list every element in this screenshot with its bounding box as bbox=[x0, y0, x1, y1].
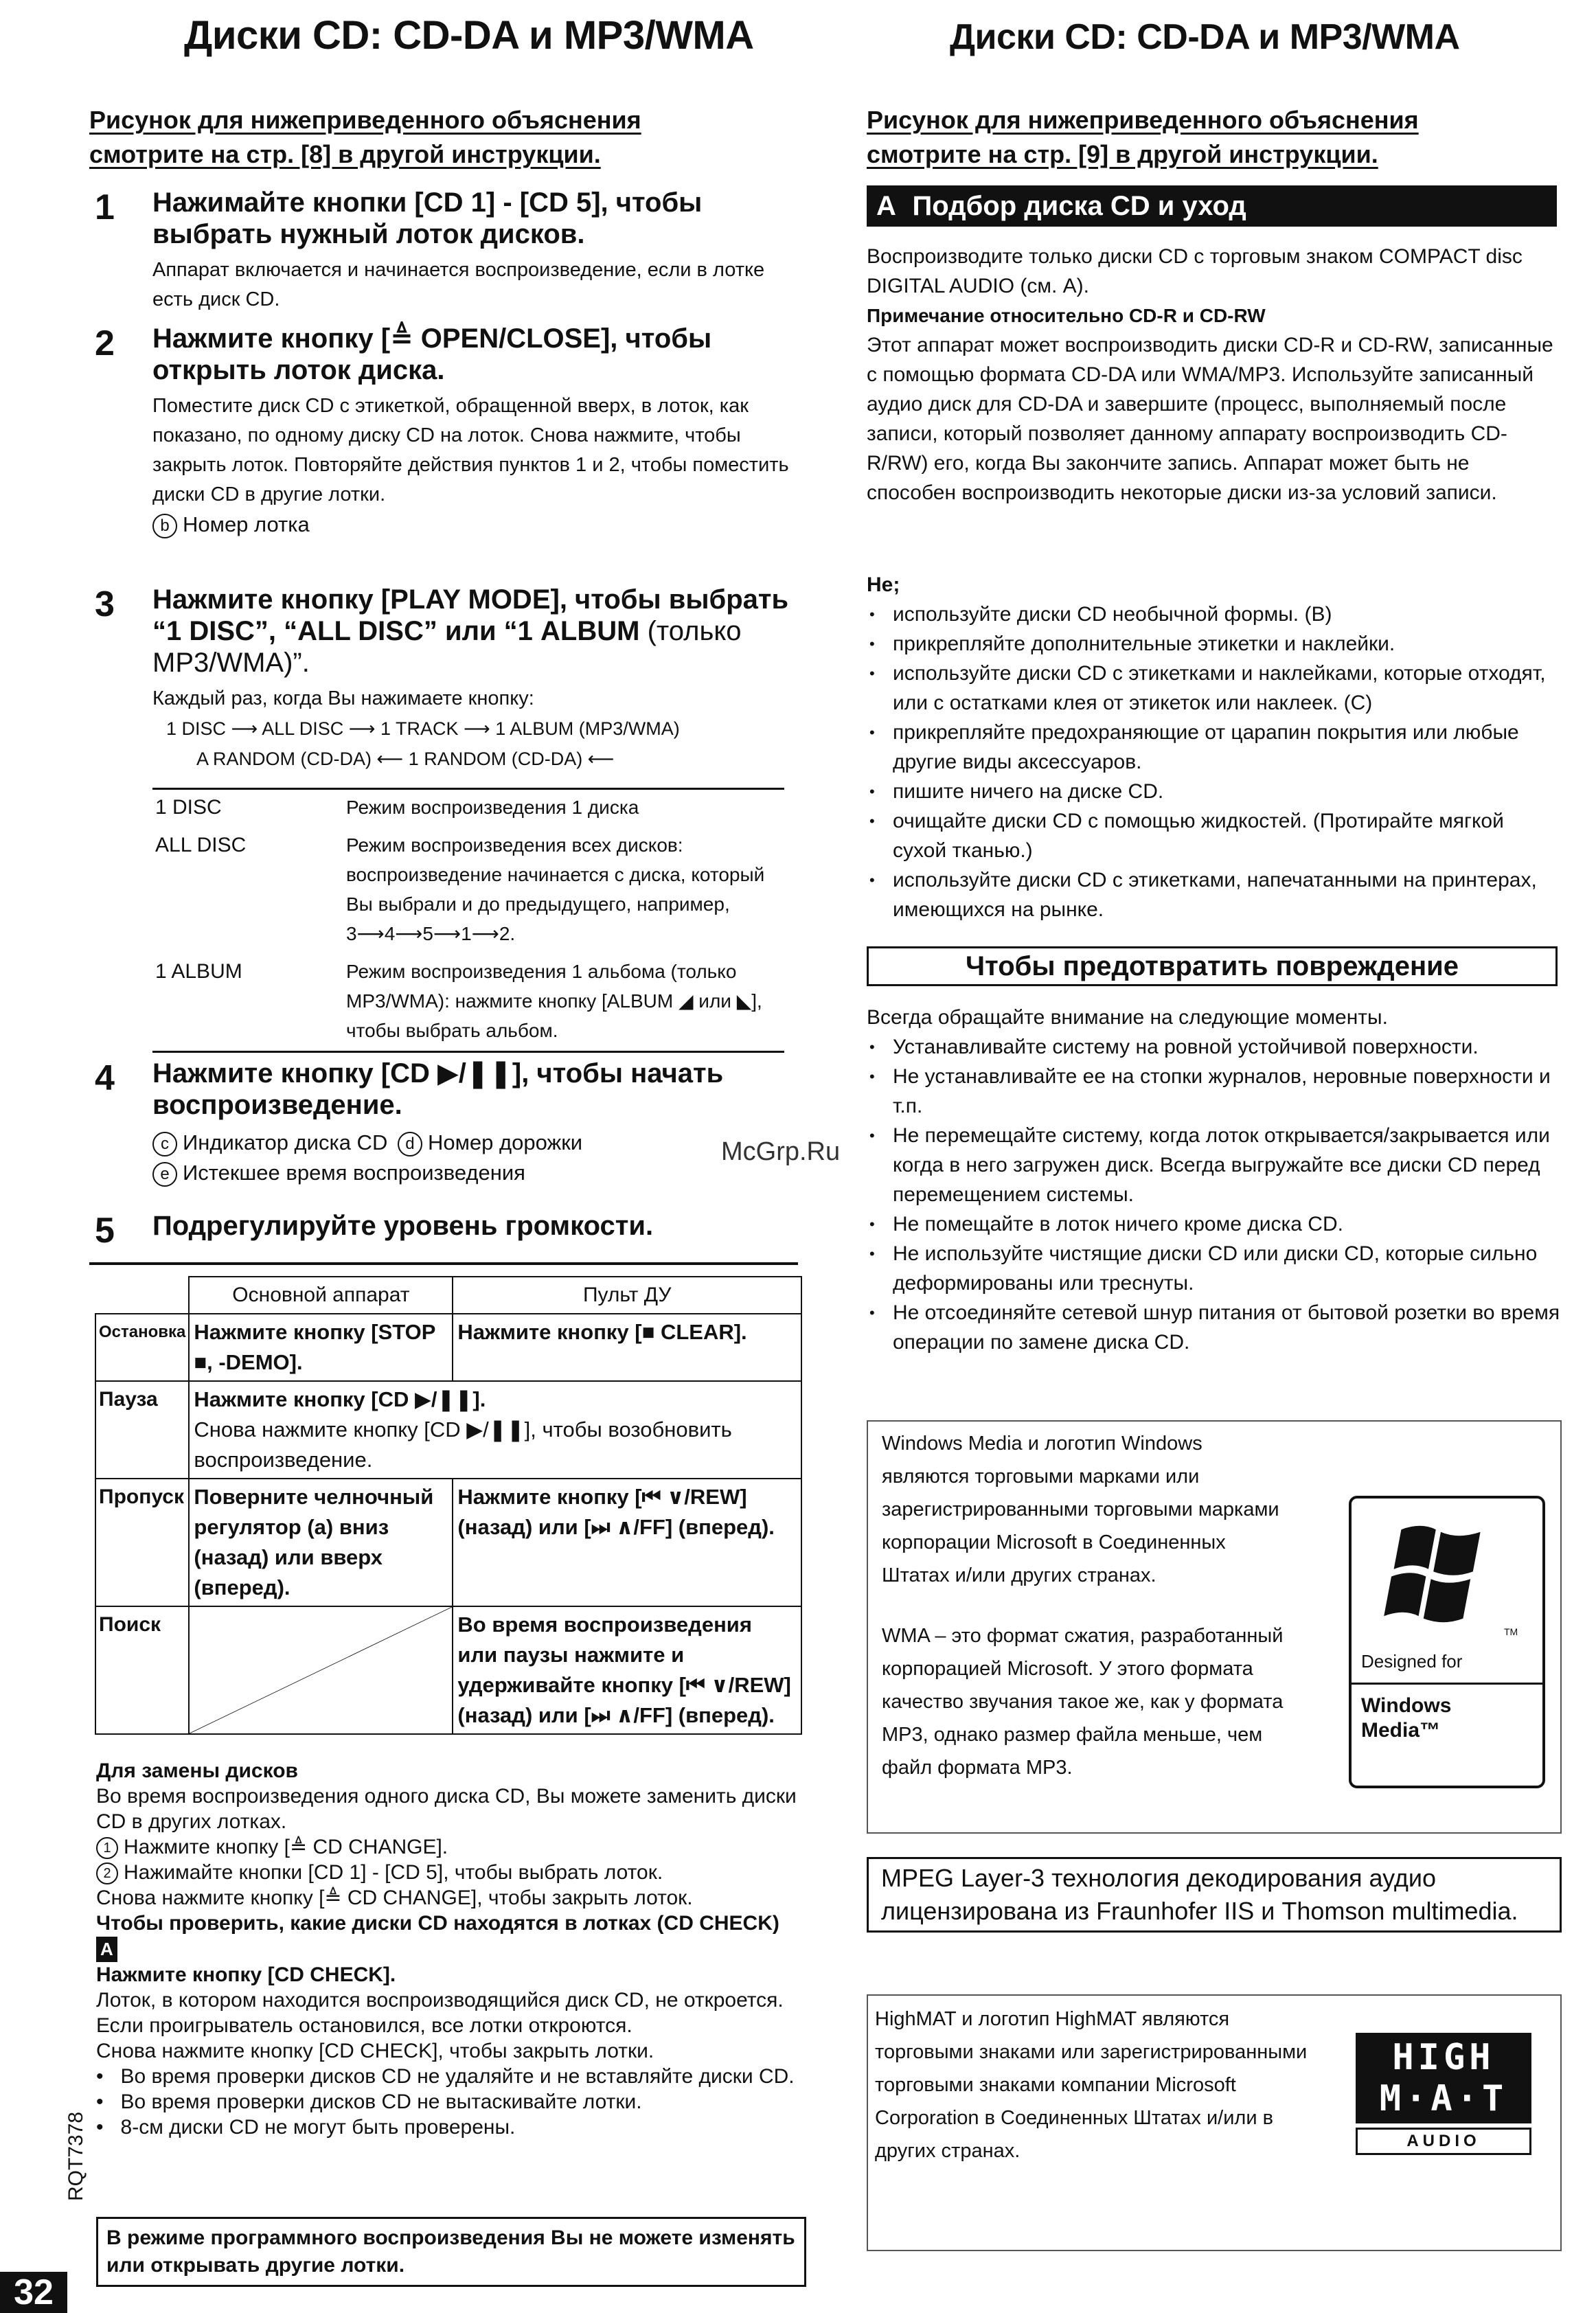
right-page-title: Диски CD: CD-DA и MP3/WMA bbox=[950, 17, 1460, 57]
table-row: 1 DISC Режим воспроизведения 1 диска bbox=[152, 789, 784, 828]
empty-cell bbox=[189, 1606, 453, 1734]
step-description: Поместите диск CD с этикеткой, обращенной вверх, в лоток, как показано, по одному диску CD на лоток. Снова нажмите, чтобы закрыть лоток. Повторяйте действия пунктов 1 и 2, чтобы поместить диски CD в другие лотки. bbox=[152, 395, 789, 505]
step-4 bbox=[89, 1058, 803, 1188]
step-description: Аппарат включается и начинается воспроизведение, если в лотке есть диск CD. bbox=[152, 259, 765, 310]
left-reference-note: Рисунок для нижеприведенного объяснения смотрите на стр. [8] в другой инструкции. bbox=[89, 106, 641, 168]
list-item: • используйте диски CD необычной формы. (B) bbox=[867, 600, 1560, 629]
table-row: Пауза Нажмите кнопку [CD ▶/❚❚]. Снова нажмите кнопку [CD ▶/❚❚], чтобы возобновить воспроизведение. bbox=[95, 1381, 801, 1479]
disc-selection-text: Воспроизводите только диски CD с торговым знаком COMPACT disc DIGITAL AUDIO (см. A). Примечание относительно CD-R и CD-RW Этот аппарат может воспроизводить диски CD-R и CD-RW, записанные с помощью формата CD-DA или WMA/MP3. Используйте записанный аудио диск для CD-DA и завершите (процесс, выполняемый после записи, который позволяет данному аппарату воспроизводить CD-R/RW) его, когда Вы закончите запись. Аппарат может быть не способен воспроизводить некоторые диски из-за условий записи. bbox=[867, 245, 1553, 504]
callout-b-icon: b bbox=[152, 514, 177, 538]
step-heading: Подрегулируйте уровень громкости. bbox=[152, 1211, 654, 1241]
list-item: • прикрепляйте предохраняющие от царапин покрытия или любые другие виды аксессуаров. bbox=[867, 718, 1560, 777]
step-heading: Нажмите кнопку [PLAY MODE], чтобы выбрать “1 DISC”, “ALL DISC” или “1 ALBUM (только MP3/WMA)”. bbox=[152, 584, 789, 678]
table-row: 1 ALBUM Режим воспроизведения 1 альбома (только MP3/WMA): нажмите кнопку [ALBUM ◢ или ◣], чтобы выбрать альбом. bbox=[152, 954, 784, 1052]
model-code: RQT7378 bbox=[65, 2111, 87, 2201]
damage-prevention-heading: Чтобы предотвратить повреждение bbox=[867, 946, 1558, 986]
list-item: • Не используйте чистящие диски CD или диски CD, которые сильно деформированы или треснуты. bbox=[867, 1239, 1560, 1298]
callout-a-icon: A bbox=[96, 1937, 117, 1962]
list-item: • Не устанавливайте ее на стопки журналов, неровные поверхности и т.п. bbox=[867, 1062, 1560, 1121]
list-item: • Не перемещайте систему, когда лоток открывается/закрывается или когда в него загружен диск. Всегда выгружайте все диски CD перед перемещением системы. bbox=[867, 1121, 1560, 1209]
list-item: • используйте диски CD с этикетками, напечатанными на принтерах, имеющихся на рынке. bbox=[867, 865, 1560, 924]
step-5 bbox=[89, 1210, 803, 1251]
table-header-row: Основной аппарат Пульт ДУ bbox=[95, 1277, 801, 1314]
step-note: b Номер лотка bbox=[152, 510, 803, 540]
watermark: McGrp.Ru bbox=[721, 1137, 841, 1166]
control-table bbox=[95, 1276, 802, 1735]
flow-bottom: A RANDOM (CD-DA) ⟵ 1 RANDOM (CD-DA) ⟵ bbox=[196, 749, 615, 769]
left-page-title: Диски CD: CD-DA и MP3/WMA bbox=[184, 13, 754, 58]
step-number: 3 bbox=[95, 584, 115, 624]
windows-media-logo: TM Designed for Windows Media™ bbox=[1349, 1496, 1545, 1788]
step-1-icon: 1 bbox=[96, 1837, 118, 1859]
diagonal-line bbox=[190, 1607, 452, 1733]
table-row: ALL DISC Режим воспроизведения всех дисков: воспроизведение начинается с диска, который Вы выбрали и до предыдущего, например, 3⟶4⟶5⟶1⟶2. bbox=[155, 834, 765, 944]
step-number: 2 bbox=[95, 323, 115, 363]
step-2-icon: 2 bbox=[96, 1862, 118, 1884]
divider bbox=[89, 1262, 798, 1265]
list-item: • прикрепляйте дополнительные этикетки и наклейки. bbox=[867, 629, 1560, 659]
list-item: • Устанавливайте систему на ровной устойчивой поверхности. bbox=[867, 1032, 1560, 1062]
callout-c-icon: c bbox=[152, 1132, 177, 1156]
list-item: • Во время проверки дисков CD не вытаскивайте лотки. bbox=[96, 2090, 642, 2113]
step-heading: Нажмите кнопку [≜ OPEN/CLOSE], чтобы открыть лоток диска. bbox=[152, 323, 712, 385]
play-mode-flow bbox=[166, 714, 803, 774]
callout-e-icon: e bbox=[152, 1162, 177, 1187]
list-item: • Не помещайте в лоток ничего кроме диска CD. bbox=[867, 1209, 1560, 1239]
step-number: 5 bbox=[95, 1211, 115, 1251]
step-1 bbox=[89, 187, 803, 315]
table-row: Поиск Во время воспроизведения или паузы нажмите и удерживайте кнопку [⏮ ∨/REW] (назад) или [⏭ ∧/FF] (вперед). bbox=[95, 1606, 801, 1734]
list-item: • Не отсоединяйте сетевой шнур питания от бытовой розетки во время операции по замене диска CD. bbox=[867, 1298, 1560, 1357]
windows-media-box: Windows Media и логотип Windows являются торговыми марками или зарегистрированными торговыми марками корпорации Microsoft в Соединенных Штатах и/или других странах. WMA – это формат сжатия, разработанный корпорацией Microsoft. У этого формата качество звучания такое же, как у формата MP3, однако размер файла меньше, чем файл формата MP3. TM Designed for Windows Media™ bbox=[867, 1420, 1562, 1834]
disc-change-section: Для замены дисков Во время воспроизведения одного диска CD, Вы можете заменить диски CD в других лотках. 1 Нажмите кнопку [≜ CD CHANGE]. 2 Нажимайте кнопки [CD 1] - [CD 5], чтобы выбрать лоток. Снова нажмите кнопку [≜ CD CHANGE], чтобы закрыть лоток. Чтобы проверить, какие диски CD находятся в лотках (CD CHECK) A Нажмите кнопку [CD CHECK]. Лоток, в котором находится воспроизводящийся диск CD, не откроется. Если проигрыватель остановился, все лотки откроются. Снова нажмите кнопку [CD CHECK], чтобы закрыть лотки. • Во время проверки дисков CD не удаляйте и не вставляйте диски CD. • Во время проверки дисков CD не вытаскивайте лотки. • 8-см диски CD не могут быть проверены. bbox=[96, 1758, 803, 2140]
list-item: • используйте диски CD с этикетками и наклейками, которые отходят, или с остатками клея от этикеток или наклеек. (C) bbox=[867, 659, 1560, 718]
play-mode-table bbox=[152, 788, 784, 1053]
step-number: 4 bbox=[95, 1058, 115, 1098]
callout-d-icon: d bbox=[398, 1132, 422, 1156]
mpeg-license-box: MPEG Layer-3 технология декодирования аудио лицензирована из Fraunhofer IIS и Thomson multimedia. bbox=[867, 1857, 1562, 1933]
do-not-list: Не; • используйте диски CD необычной формы. (B) • прикрепляйте дополнительные этикетки и наклейки. • используйте диски CD с этикетками и наклейками, которые отходят, или с остатками клея от этикеток или наклеек. (C) • прикрепляйте предохраняющие от царапин покрытия или любые другие виды аксессуаров. • пишите ничего на диске CD. • очищайте диски CD с помощью жидкостей. (Протирайте мягкой сухой тканью.) • используйте диски CD с этикетками, напечатанными на принтерах, имеющихся на рынке. bbox=[867, 570, 1560, 924]
step-heading: Нажмите кнопку [CD ▶/❚❚], чтобы начать воспроизведение. bbox=[152, 1058, 724, 1120]
program-mode-note: В режиме программного воспроизведения Вы не можете изменять или открывать другие лотки. bbox=[96, 2217, 806, 2287]
list-item: • Во время проверки дисков CD не удаляйте и не вставляйте диски CD. bbox=[96, 2065, 795, 2088]
list-item: • пишите ничего на диске CD. bbox=[867, 777, 1560, 806]
table-row: Пропуск Поверните челночный регулятор (a) вниз (назад) или вверх (вперед). Нажмите кнопку [⏮ ∨/REW] (назад) или [⏭ ∧/FF] (вперед). bbox=[95, 1479, 801, 1606]
damage-prevention-list: Всегда обращайте внимание на следующие моменты. • Устанавливайте систему на ровной устойчивой поверхности. • Не устанавливайте ее на стопки журналов, неровные поверхности и т.п. • Не перемещайте систему, когда лоток открывается/закрывается или когда в него загружен диск. Всегда выгружайте все диски CD перед перемещением системы. • Не помещайте в лоток ничего кроме диска CD. • Не используйте чистящие диски CD или диски CD, которые сильно деформированы или треснуты. • Не отсоединяйте сетевой шнур питания от бытовой розетки во время операции по замене диска CD. bbox=[867, 1003, 1560, 1357]
list-item: • 8-см диски CD не могут быть проверены. bbox=[96, 2116, 516, 2139]
right-reference-note: Рисунок для нижеприведенного объяснения смотрите на стр. [9] в другой инструкции. bbox=[867, 106, 1419, 168]
section-a-header: A Подбор диска CD и уход bbox=[867, 185, 1557, 227]
table-row: Остановка Нажмите кнопку [STOP ■, -DEMO]. Нажмите кнопку [■ CLEAR]. bbox=[95, 1314, 801, 1381]
step-note: c Индикатор диска CD d Номер дорожки bbox=[152, 1128, 803, 1158]
list-item: • очищайте диски CD с помощью жидкостей. (Протирайте мягкой сухой тканью.) bbox=[867, 806, 1560, 865]
step-number: 1 bbox=[95, 187, 115, 227]
highmat-logo: HIGH M·A·T AUDIO bbox=[1356, 2033, 1531, 2155]
windows-flag-icon bbox=[1379, 1512, 1503, 1636]
flow-top: 1 DISC ⟶ ALL DISC ⟶ 1 TRACK ⟶ 1 ALBUM (MP3/WMA) bbox=[166, 718, 680, 739]
step-3 bbox=[89, 584, 803, 1053]
step-description: Каждый раз, когда Вы нажимаете кнопку: bbox=[152, 687, 534, 709]
step-heading: Нажимайте кнопки [CD 1] - [CD 5], чтобы выбрать нужный лоток дисков. bbox=[152, 187, 703, 249]
highmat-box: HighMAT и логотип HighMAT являются торговыми знаками или зарегистрированными торговыми знаками компании Microsoft Corporation в Соединенных Штатах и/или в других странах. HIGH M·A·T AUDIO bbox=[867, 1994, 1562, 2251]
step-2 bbox=[89, 323, 803, 540]
page-number: 32 bbox=[0, 2272, 67, 2313]
step-note: e Истекшее время воспроизведения bbox=[152, 1158, 803, 1188]
